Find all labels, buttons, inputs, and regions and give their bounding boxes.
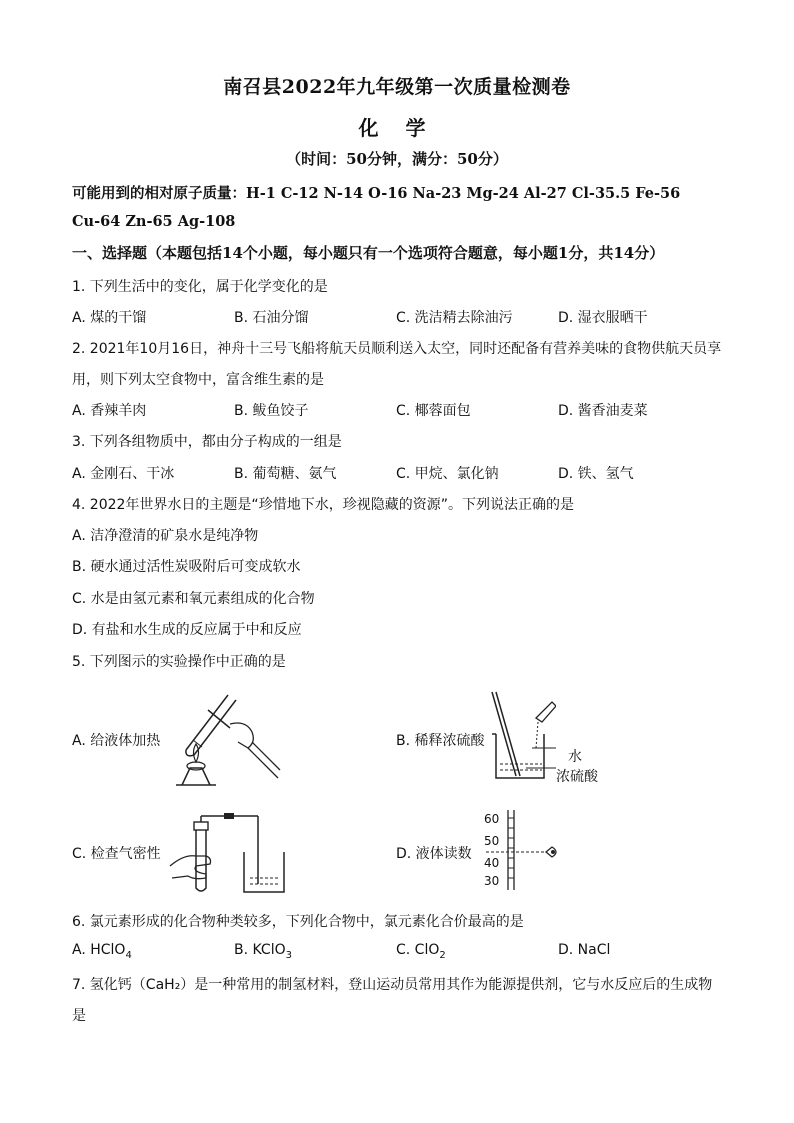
q6-option-d: D. NaCl (558, 942, 611, 958)
q2-option-c: C. 椰蓉面包 (396, 403, 471, 419)
question-4-stem: 4. 2022年世界水日的主题是“珍惜地下水，珍视隐藏的资源”。下列说法正确的是 (72, 497, 574, 513)
atomic-masses-line1: 可能用到的相对原子质量：H-1 C-12 N-14 O-16 Na-23 Mg-24 Al-27 Cl-35.5 Fe-56 (72, 185, 681, 202)
q3-option-c: C. 甲烷、氯化钠 (396, 466, 499, 482)
q4-option-c: C. 水是由氢元素和氧元素组成的化合物 (72, 591, 315, 607)
q4-option-b: B. 硬水通过活性炭吸附后可变成软水 (72, 559, 301, 575)
q1-option-c: C. 洗洁精去除油污 (396, 310, 513, 326)
q3-option-a: A. 金刚石、干冰 (72, 466, 175, 482)
scale-label-30: 30 (484, 874, 500, 888)
question-3-stem: 3. 下列各组物质中，都由分子构成的一组是 (72, 434, 342, 450)
q6-option-a-text: A. HClO (72, 942, 126, 958)
q5-option-b: B. 稀释浓硫酸 (396, 733, 485, 749)
q6-option-a (72, 942, 132, 961)
exam-title: 南召县2022年九年级第一次质量检测卷 (223, 76, 571, 98)
question-2-stem-line2: 用，则下列太空食物中，富含维生素的是 (72, 372, 324, 388)
water-label: 水 (568, 749, 582, 765)
airtightness-check-figure (166, 812, 292, 896)
question-5-stem: 5. 下列图示的实验操作中正确的是 (72, 654, 286, 670)
section-title: 一、选择题（本题包括14个小题，每小题只有一个选项符合题意，每小题1分，共14分） (72, 244, 665, 262)
question-1-stem: 1. 下列生活中的变化，属于化学变化的是 (72, 279, 328, 295)
q6-option-c (396, 942, 446, 961)
scale-label-40: 40 (484, 856, 500, 870)
atomic-masses-line2: Cu-64 Zn-65 Ag-108 (72, 213, 236, 230)
q5-option-a: A. 给液体加热 (72, 733, 161, 749)
q5-option-d: D. 液体读数 (396, 846, 472, 862)
q3-option-d: D. 铁、氢气 (558, 466, 634, 482)
subject-title: 化 学 (358, 116, 436, 140)
q3-option-b: B. 葡萄糖、氨气 (234, 466, 337, 482)
q6-option-c-sub: 2 (439, 949, 446, 961)
question-7-stem-line2: 是 (72, 1008, 86, 1024)
q1-option-d: D. 湿衣服晒干 (558, 310, 648, 326)
question-7-stem-line1: 7. 氢化钙（CaH₂）是一种常用的制氢材料，登山运动员常用其作为能源提供剂，它与水反应后的生成物 (72, 977, 713, 993)
question-2-stem-line1: 2. 2021年10月16日，神舟十三号飞船将航天员顺利送入太空，同时还配备有营养美味的食物供航天员享 (72, 341, 722, 357)
acid-label: 浓硫酸 (556, 769, 598, 785)
q6-option-b (234, 942, 292, 961)
q6-option-b-sub: 3 (285, 949, 292, 961)
q6-option-c-text: C. ClO (396, 942, 440, 958)
time-info: （时间：50分钟，满分：50分） (286, 150, 508, 168)
scale-label-50: 50 (484, 834, 500, 848)
heating-liquid-figure (168, 690, 288, 792)
q2-option-a: A. 香辣羊肉 (72, 403, 147, 419)
q6-option-a-sub: 4 (125, 949, 132, 961)
q5-option-c: C. 检查气密性 (72, 846, 161, 862)
q2-option-d: D. 酱香油麦菜 (558, 403, 648, 419)
q4-option-a: A. 洁净澄清的矿泉水是纯净物 (72, 528, 259, 544)
q6-option-b-text: B. KClO (234, 942, 286, 958)
scale-label-60: 60 (484, 812, 500, 826)
question-6-stem: 6. 氯元素形成的化合物种类较多，下列化合物中，氯元素化合价最高的是 (72, 914, 524, 930)
q4-option-d: D. 有盐和水生成的反应属于中和反应 (72, 622, 302, 638)
q1-option-b: B. 石油分馏 (234, 310, 309, 326)
diluting-acid-figure (486, 688, 556, 784)
q2-option-b: B. 鲅鱼饺子 (234, 403, 309, 419)
q1-option-a: A. 煤的干馏 (72, 310, 147, 326)
